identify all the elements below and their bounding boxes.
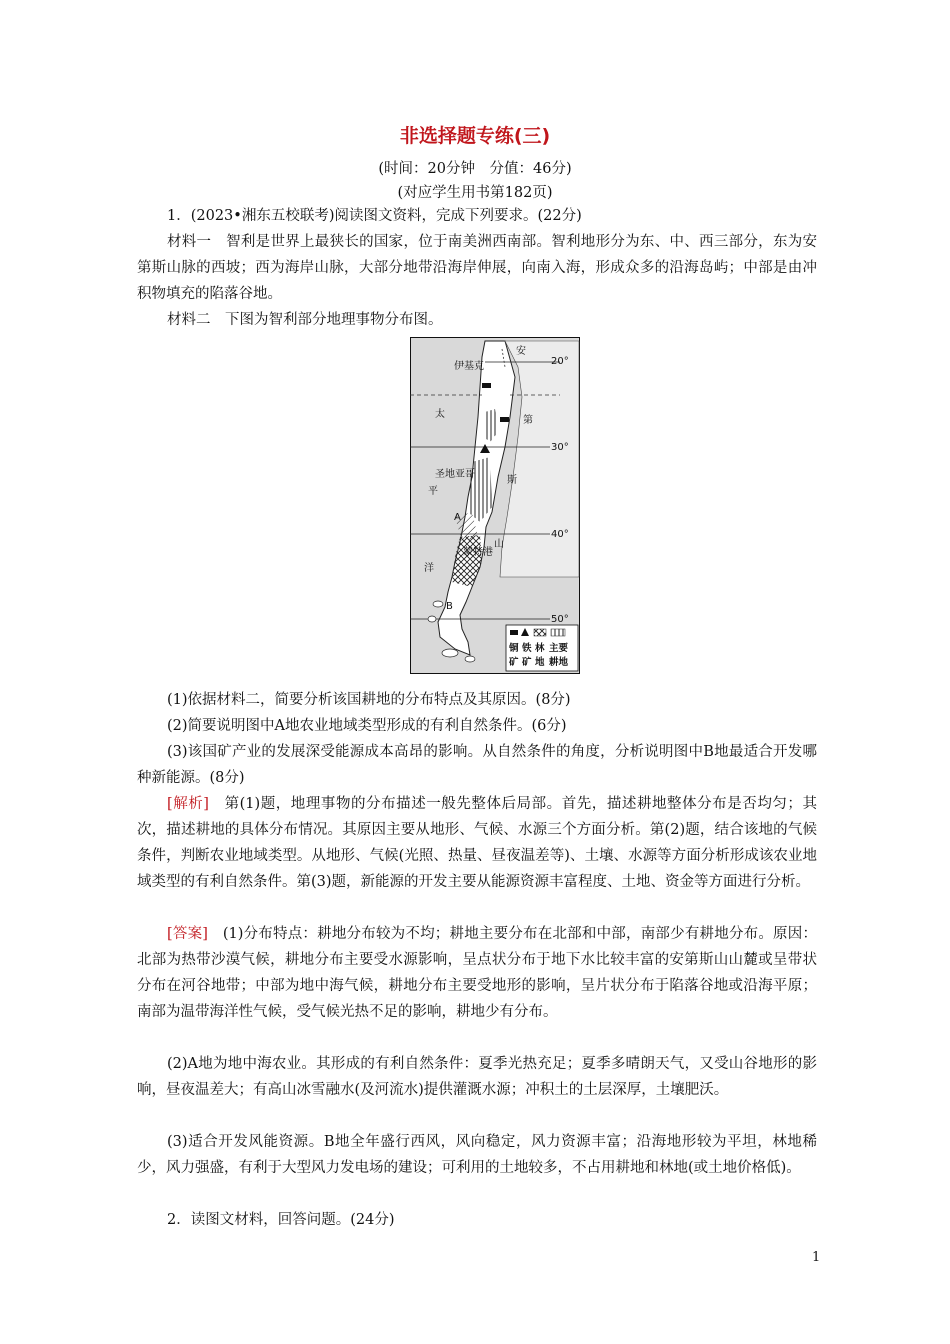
map-label-an: 安 (516, 346, 526, 357)
time-score-line: (时间：20分钟 分值：46分) (378, 161, 572, 177)
question-1-stem: 1．(2023•湘东五校联考)阅读图文资料，完成下列要求。(22分) (167, 208, 582, 224)
answer-tag: [答案] (167, 926, 208, 942)
reference-line: (对应学生用书第182页) (397, 185, 553, 201)
legend-copper: 铜 (509, 643, 519, 654)
legend-land: 地 (535, 657, 545, 668)
latitude-40: 40° (551, 529, 569, 540)
map-label-ping: 平 (428, 486, 438, 497)
map-label-tai: 太 (435, 409, 445, 420)
map-label-di: 第 (523, 415, 533, 426)
question-1-part-3: (3)该国矿产业的发展深受能源成本高昂的影响。从自然条件的角度，分析说明图中B地最适合开发哪种新能源。(8分) (137, 744, 817, 786)
latitude-20: 20° (551, 356, 569, 367)
latitude-30: 30° (551, 442, 569, 453)
copper-mine-icon (482, 383, 491, 388)
question-1-part-1: (1)依据材料二，简要分析该国耕地的分布特点及其原因。(8分) (167, 692, 571, 708)
page-title: 非选择题专练(三) (399, 125, 551, 147)
legend-mine-1: 矿 (509, 657, 519, 668)
map-label-si: 斯 (507, 475, 517, 486)
legend-forest: 林 (535, 643, 545, 654)
material-2: 材料二 下图为智利部分地理事物分布图。 (167, 312, 443, 328)
map-legend (506, 625, 578, 671)
answer-part-2: (2)A地为地中海农业。其形成的有利自然条件：夏季光热充足；夏季多晴朗天气，又受山谷地形的影响，昼夜温差大；有高山冰雪融水(及河流水)提供灌溉水源；冲积土的土层深厚，土壤肥沃。 (137, 1056, 817, 1098)
analysis-text: 第(1)题，地理事物的分布描述一般先整体后局部。首先，描述耕地整体分布是否均匀；其次，描述耕地的具体分布情况。其原因主要从地形、气候、水源三个方面分析。第(2)题，结合该地的气候条件，判断农业地域类型。从地形、气候(光照、热量、昼夜温差等)、土壤、水源等方面分析形成该农业地域类型的有利自然条件。第(3)题，新能源的开发主要从能源资源丰富程度、土地、资金等方面进行分析。 (137, 796, 817, 890)
question-1-part-2: (2)简要说明图中A地农业地域类型形成的有利自然条件。(6分) (167, 718, 567, 734)
map-label-puerto-montt: 蒙特港 (463, 547, 493, 558)
map-label-b: B (446, 601, 453, 612)
legend-farmland: 耕地 (549, 657, 569, 668)
map-label-yang: 洋 (424, 563, 434, 574)
legend-main: 主要 (549, 643, 569, 654)
analysis-block (137, 791, 817, 895)
legend-iron: 铁 (522, 643, 532, 654)
map-label-a: A (454, 512, 461, 523)
copper-mine-icon (500, 417, 509, 422)
latitude-50: 50° (551, 614, 569, 625)
map-label-iquique: 伊基克 (454, 361, 484, 372)
question-2-stem: 2．读图文材料，回答问题。(24分) (167, 1212, 395, 1228)
legend-mine-2: 矿 (522, 657, 532, 668)
page-number: 1 (812, 1250, 821, 1265)
map-label-shan: 山 (494, 539, 504, 550)
answer-part-1: (1)分布特点：耕地分布较为不均；耕地主要分布在北部和中部，南部少有耕地分布。原因：北部为热带沙漠气候，耕地分布主要受水源影响，呈点状分布于地下水比较丰富的安第斯山山麓或呈带状分布在河谷地带；中部为地中海气候，耕地分布主要受地形的影响，呈片状分布于陷落谷地或沿海平原；南部为温带海洋性气候，受气候光热不足的影响，耕地少有分布。 (137, 926, 817, 1020)
analysis-tag: [解析] (167, 796, 209, 812)
chile-map-figure (410, 337, 580, 674)
map-label-santiago: 圣地亚哥 (435, 469, 475, 480)
material-1: 材料一 智利是世界上最狭长的国家，位于南美洲西南部。智利地形分为东、中、西三部分，东为安第斯山脉的西坡；西为海岸山脉，大部分地带沿海岸伸展，向南入海，形成众多的沿海岛屿；中部是由冲积物填充的陷落谷地。 (137, 234, 817, 302)
answer-part-3: (3)适合开发风能资源。B地全年盛行西风，风向稳定，风力资源丰富；沿海地形较为平坦，林地稀少，风力强盛，有利于大型风力发电场的建设；可利用的土地较多，不占用耕地和林地(或土地价格低)。 (137, 1134, 817, 1176)
answer-block (137, 921, 817, 1025)
